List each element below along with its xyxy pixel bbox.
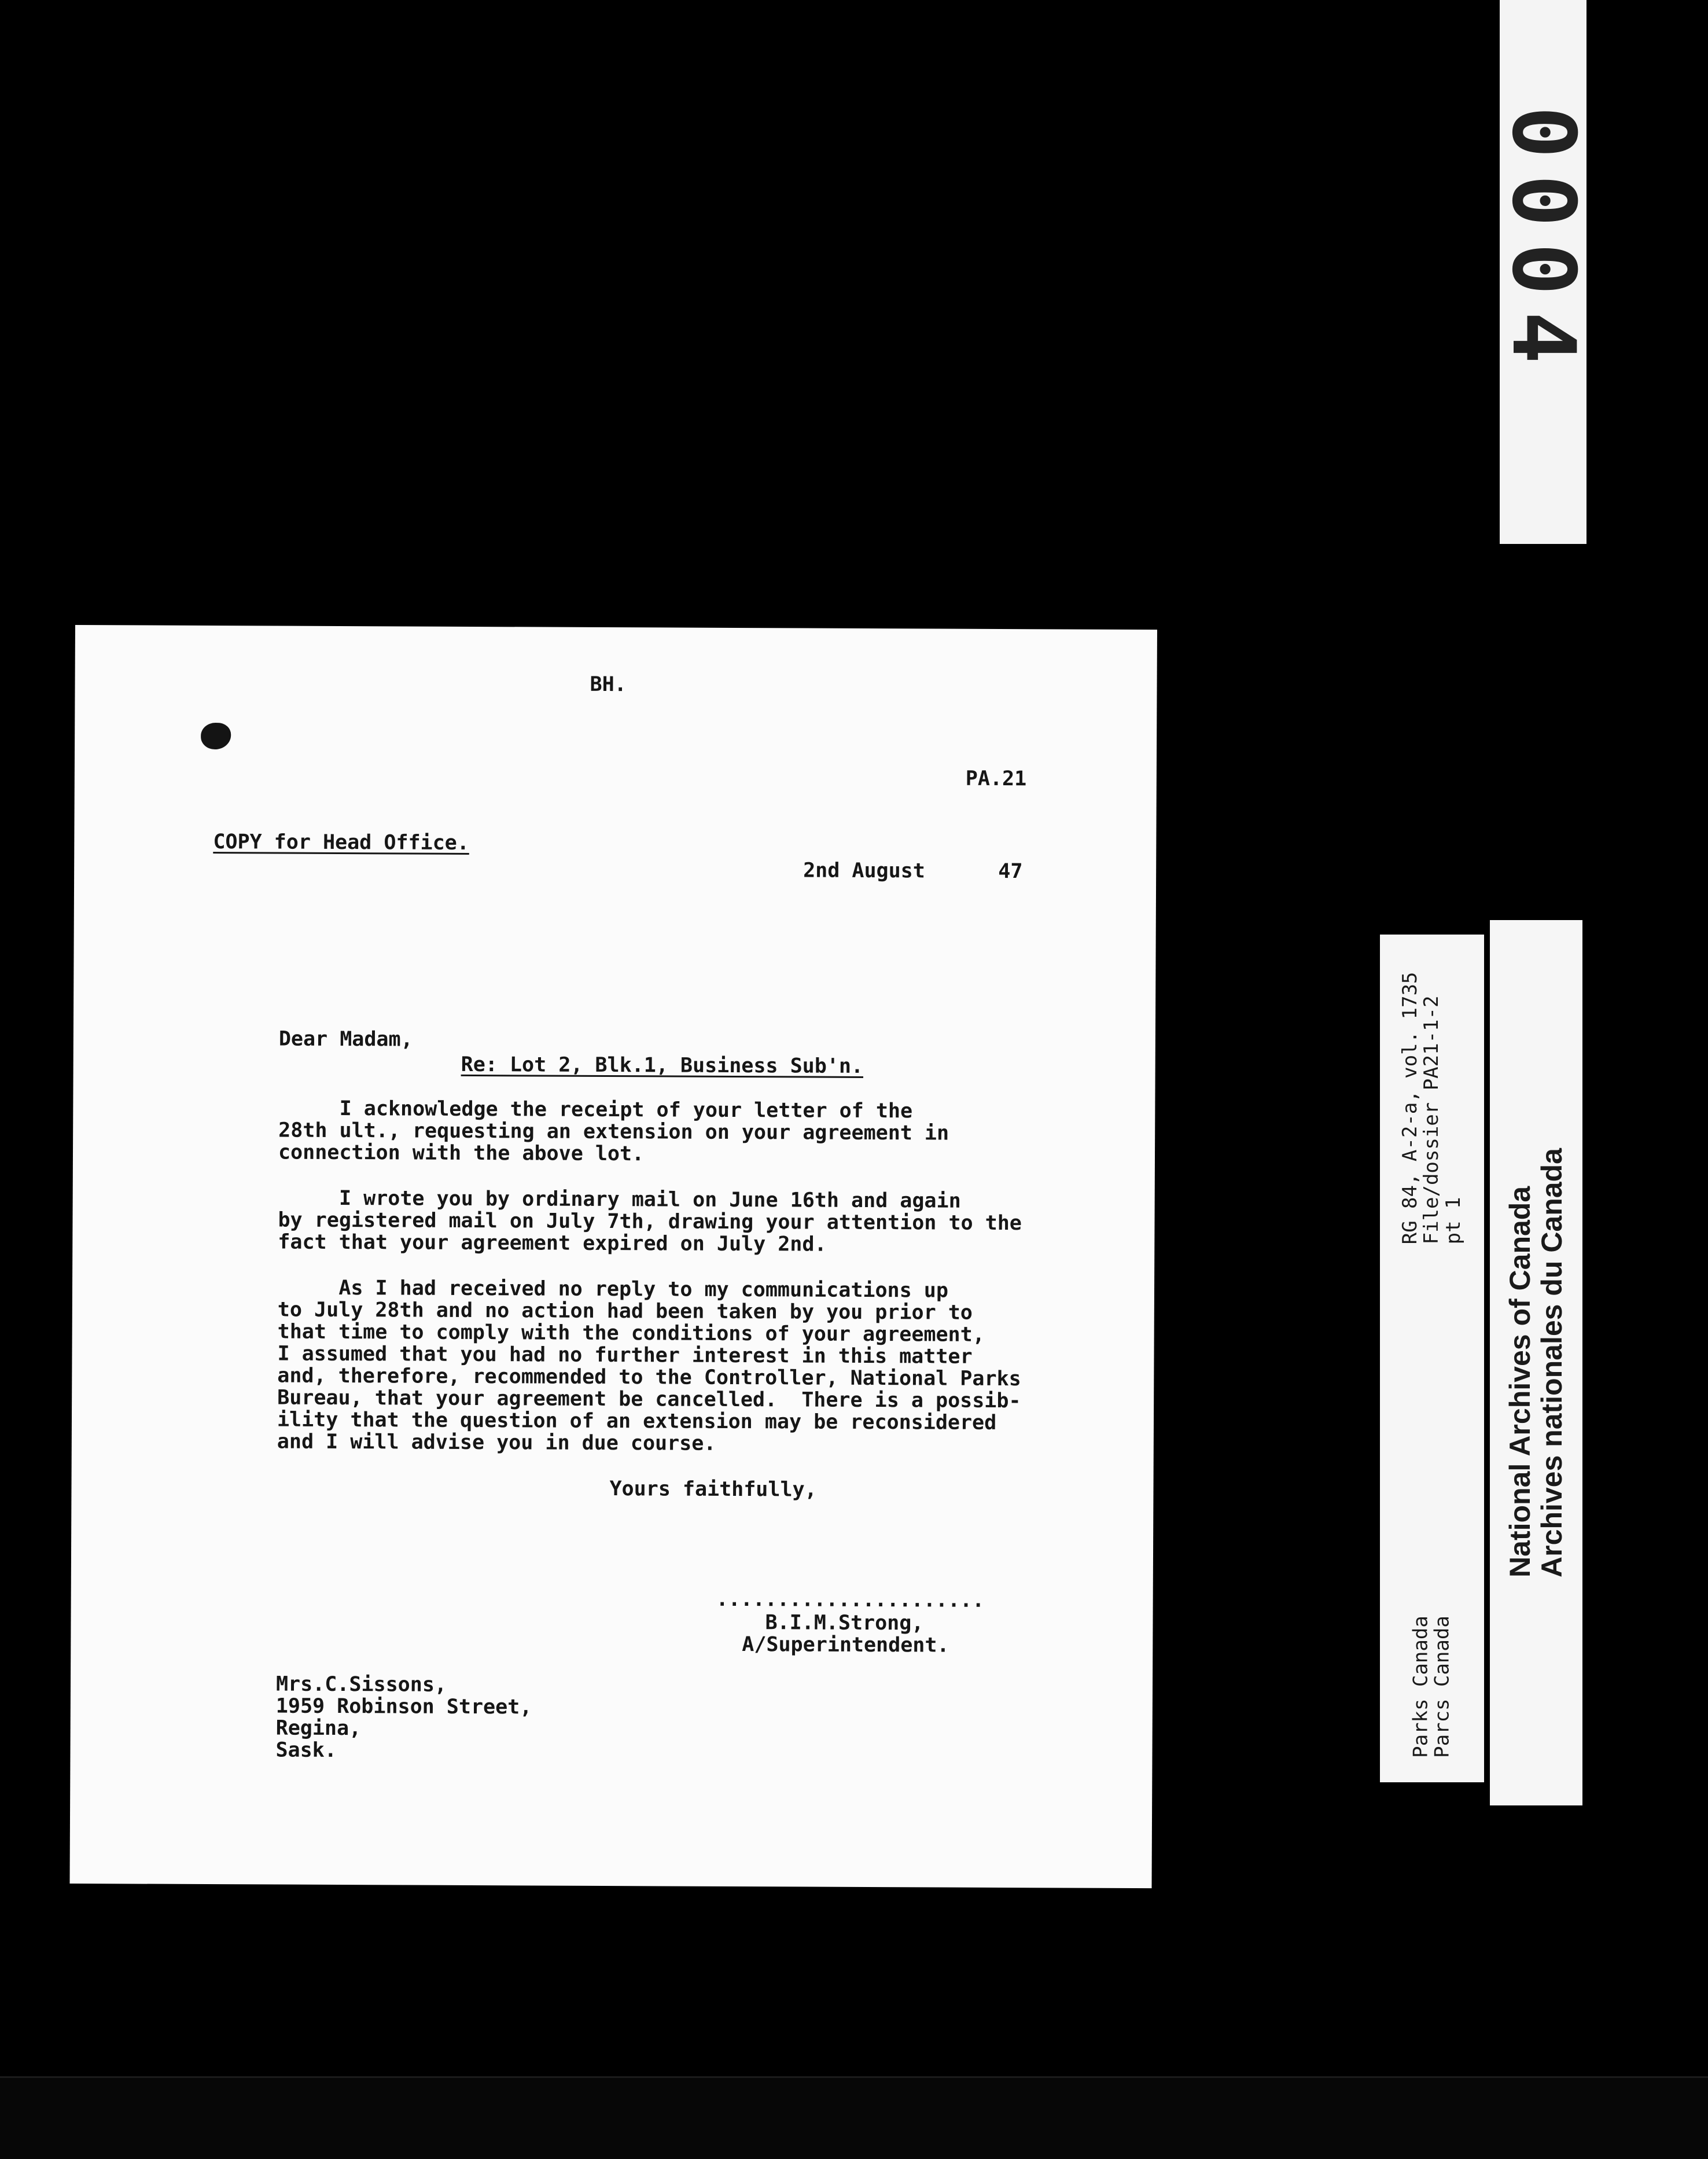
reference-line: File/dossier PA21-1-2 [1420, 995, 1444, 1245]
paragraph-line: I assumed that you had no further interest in this matter [277, 1342, 973, 1369]
paragraph-line: As I had received no reply to my communications up [277, 1276, 949, 1303]
subject-line: Re: Lot 2, Blk.1, Business Sub'n. [461, 1053, 864, 1078]
salutation: Dear Madam, [278, 1027, 413, 1051]
reference-line: pt 1 [1441, 1197, 1465, 1245]
paragraph-line: that time to comply with the conditions of your agreement, [277, 1320, 985, 1347]
agency-line: Parcs Canada [1431, 1616, 1454, 1758]
paragraph-line: connection with the above lot. [278, 1141, 645, 1166]
signer-title: A/Superintendent. [742, 1633, 949, 1657]
frame-number: 0004 [1493, 106, 1593, 380]
paragraph-1 [278, 1098, 1181, 1168]
archive-institution-label [1490, 920, 1582, 1805]
paragraph-line: I acknowledge the receipt of your letter of the [278, 1097, 913, 1123]
frame-number-strip [1493, 0, 1593, 544]
paragraph-line: 28th ult., requesting an extension on your agreement in [278, 1119, 949, 1145]
film-bottom-edge [0, 2076, 1708, 2159]
recipient-street: 1959 Robinson Street, [275, 1694, 532, 1719]
signer-name: B.I.M.Strong, [765, 1611, 924, 1635]
paragraph-line: and, therefore, recommended to the Controller, National Parks [277, 1364, 1021, 1391]
file-reference: PA.21 [965, 767, 1027, 791]
ink-smudge [201, 723, 231, 749]
initials: BH. [590, 672, 627, 697]
agency-group [1380, 1594, 1484, 1779]
closing: Yours faithfully, [609, 1477, 817, 1502]
institution-line: National Archives of Canada [1504, 1186, 1536, 1577]
paragraph-line: by registered mail on July 7th, drawing your attention to the [278, 1208, 1022, 1235]
paragraph-line: Bureau, that your agreement be cancelled. There is a possib- [277, 1386, 1021, 1413]
reference-text [1400, 972, 1464, 1245]
recipient-city: Regina, [275, 1716, 362, 1741]
paragraph-line: fact that your agreement expired on July 2nd. [278, 1230, 827, 1256]
paragraph-2 [278, 1187, 1180, 1257]
copy-note: COPY for Head Office. [213, 830, 469, 855]
paragraph-line: to July 28th and no action had been taken by you prior to [277, 1298, 973, 1325]
recipient-province: Sask. [275, 1738, 337, 1762]
paragraph-line: and I will advise you in due course. [277, 1430, 716, 1455]
letter-date: 2nd August 47 [803, 859, 1023, 884]
institution-text [1504, 1148, 1568, 1577]
paragraph-3 [277, 1277, 1180, 1457]
paragraph-line: ility that the question of an extension may be reconsidered [277, 1408, 997, 1435]
signature-line: ...................... [716, 1587, 985, 1612]
agency-text [1411, 1616, 1454, 1758]
reference-line: RG 84, A-2-a, vol. 1735 [1398, 972, 1422, 1245]
agency-line: Parks Canada [1409, 1616, 1433, 1758]
recipient-name: Mrs.C.Sissons, [275, 1672, 447, 1697]
reference-group [1380, 935, 1484, 1282]
paragraph-line: I wrote you by ordinary mail on June 16th and again [278, 1186, 961, 1213]
archive-reference-label [1380, 935, 1484, 1782]
institution-line: Archives nationales du Canada [1536, 1148, 1568, 1577]
letter-page [70, 625, 1157, 1888]
